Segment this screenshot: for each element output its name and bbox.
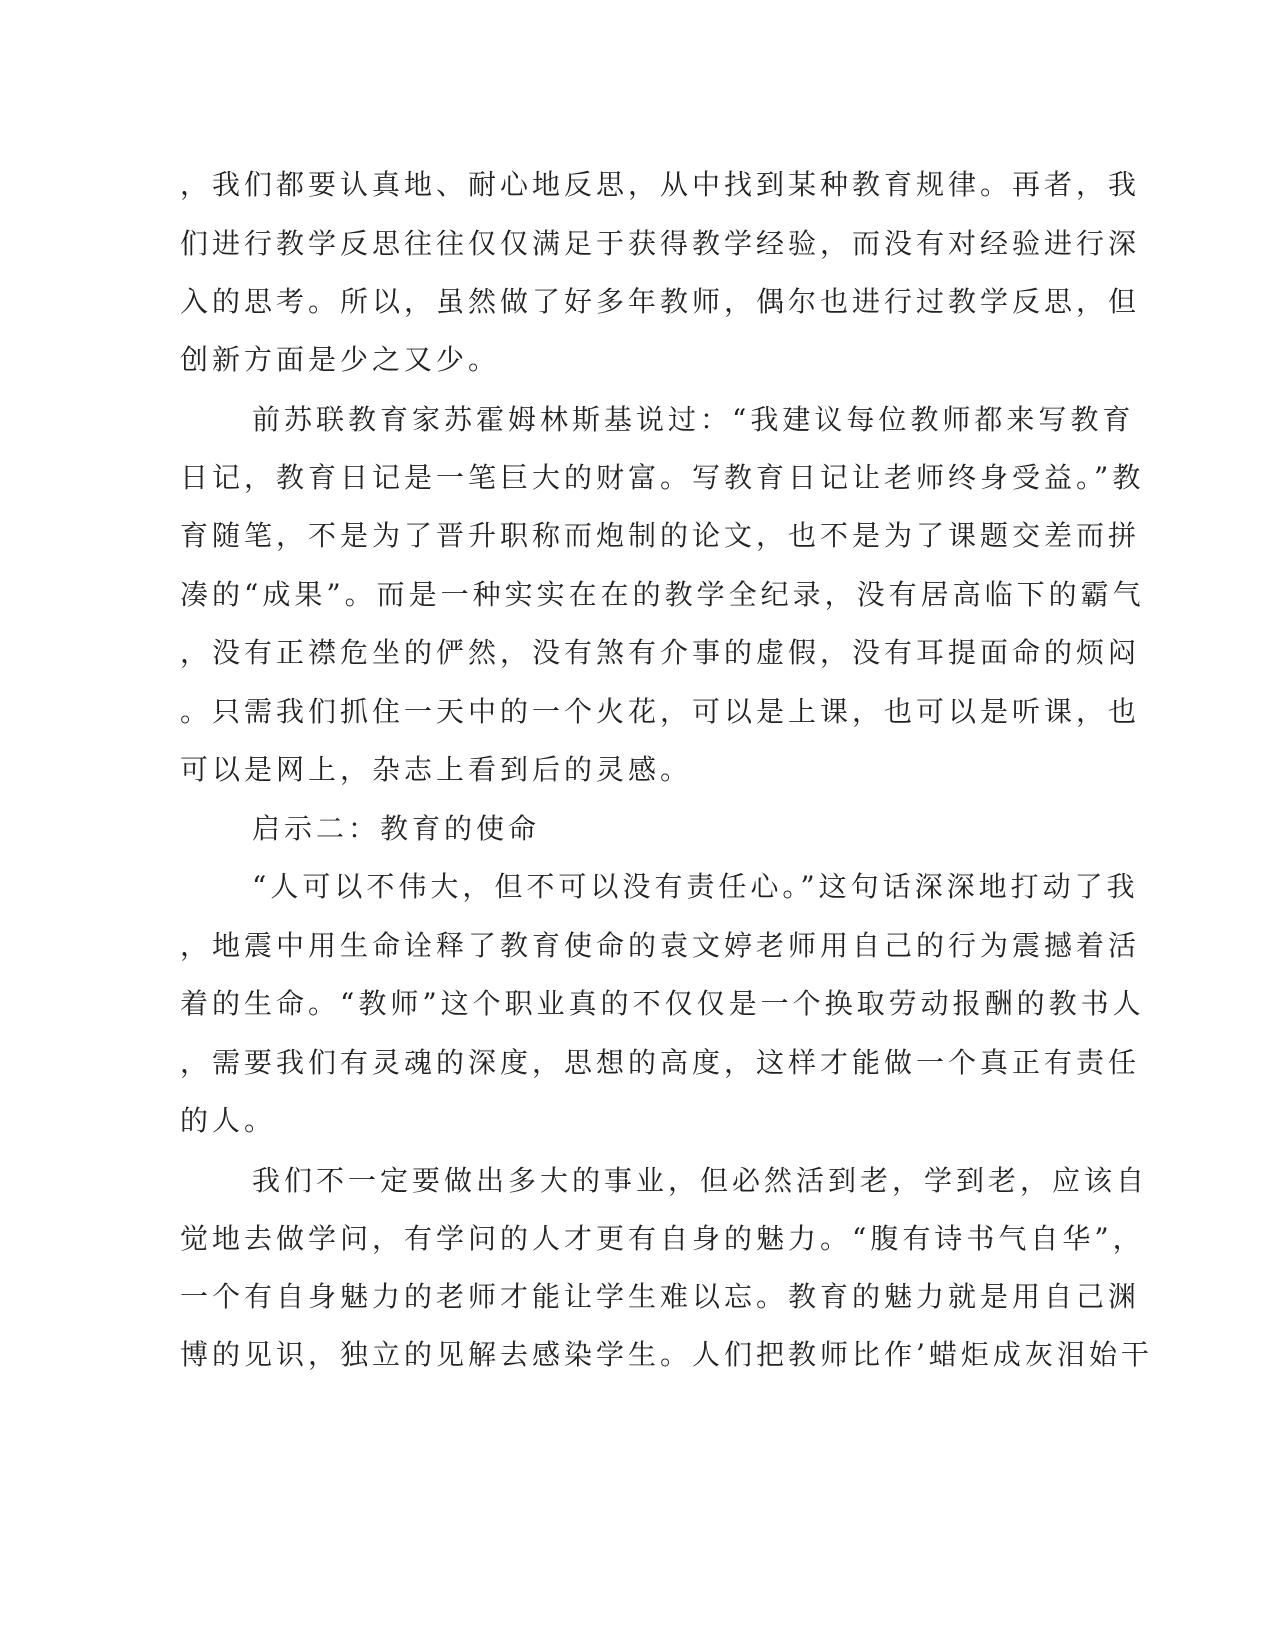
text-line: ，需要我们有灵魂的深度，思想的高度，这样才能做一个真正有责任 (180, 1046, 1141, 1079)
text-line: 前苏联教育家苏霍姆林斯基说过：“我建议每位教师都来写教育 (252, 403, 1135, 436)
text-line: ，没有正襟危坐的俨然，没有煞有介事的虚假，没有耳提面命的烦闷 (180, 636, 1141, 669)
text-line: ，我们都要认真地、耐心地反思，从中找到某种教育规律。再者，我 (180, 168, 1141, 201)
text-line: 我们不一定要做出多大的事业，但必然活到老，学到老，应该自 (252, 1164, 1149, 1197)
text-line: ，地震中用生命诠释了教育使命的袁文婷老师用自己的行为震撼着活 (180, 929, 1141, 962)
text-line: 觉地去做学问，有学问的人才更有自身的魅力。“腹有诗书气自华”， (180, 1222, 1145, 1255)
text-line: 创新方面是少之又少。 (180, 343, 501, 376)
text-line: 一个有自身魅力的老师才能让学生难以忘。教育的魅力就是用自己渊 (180, 1280, 1141, 1313)
text-line: 着的生命。“教师”这个职业真的不仅仅是一个换取劳动报酬的教书人 (180, 987, 1145, 1020)
text-line: 博的见识，独立的见解去感染学生。人们把教师比作’蜡炬成灰泪始干 (180, 1338, 1153, 1371)
text-line: 可以是网上，杂志上看到后的灵感。 (180, 753, 693, 786)
text-line: 的人。 (180, 1104, 277, 1137)
text-line: 育随笔，不是为了晋升职称而炮制的论文，也不是为了课题交差而拼 (180, 519, 1141, 552)
text-line: 入的思考。所以，虽然做了好多年教师，偶尔也进行过教学反思，但 (180, 285, 1141, 318)
text-line: 们进行教学反思往往仅仅满足于获得教学经验，而没有对经验进行深 (180, 227, 1141, 260)
text-line: “人可以不伟大，但不可以没有责任心。”这句话深深地打动了我 (252, 870, 1139, 903)
text-line: 日记，教育日记是一笔巨大的财富。写教育日记让老师终身受益。”教 (180, 461, 1145, 494)
text-line: 凑的“成果”。而是一种实实在在的教学全纪录，没有居高临下的霸气 (180, 578, 1145, 611)
text-line: 启示二：教育的使命 (252, 812, 541, 845)
text-line: 。只需我们抓住一天中的一个火花，可以是上课，也可以是听课，也 (180, 695, 1141, 728)
